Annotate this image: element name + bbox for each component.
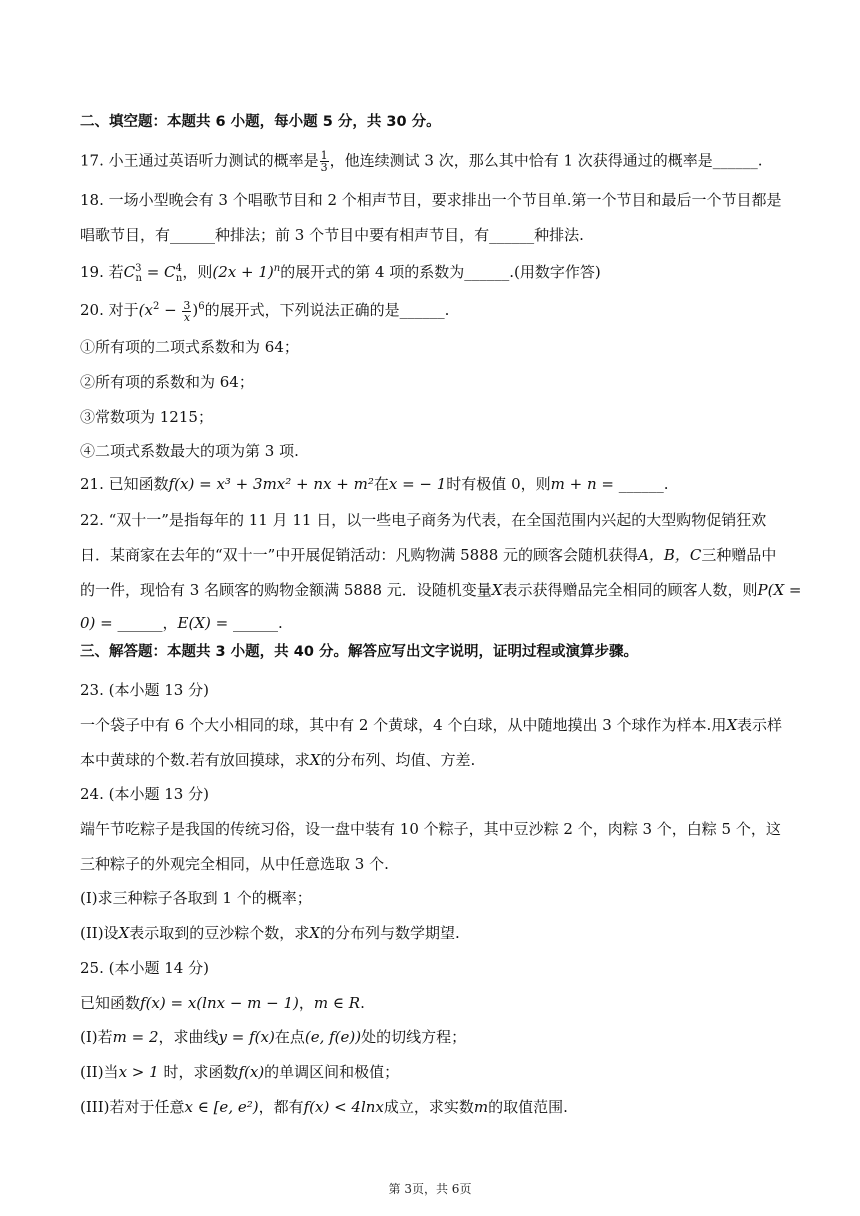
question-22-line-2: 日．某商家在去年的“双十一”中开展促销活动：凡购物满 5888 元的顾客会随机获得A，B，C三种赠品中 bbox=[80, 546, 777, 564]
question-20-option-3: ③常数项为 1215； bbox=[80, 408, 213, 426]
question-23-heading: 23. (本小题 13 分) bbox=[80, 681, 209, 699]
question-22-line-4: 0) = ______，E(X) = ______. bbox=[80, 614, 283, 632]
question-25-heading: 25. (本小题 14 分) bbox=[80, 959, 209, 977]
question-24-part-2: (II)设X表示取到的豆沙粽个数，求X的分布列与数学期望. bbox=[80, 924, 460, 942]
question-24-heading: 24. (本小题 13 分) bbox=[80, 785, 209, 803]
section-3-title: 三、解答题：本题共 3 小题，共 40 分。解答应写出文字说明，证明过程或演算步骤。 bbox=[80, 644, 638, 660]
question-24-part-1: (I)求三种粽子各取到 1 个的概率； bbox=[80, 889, 312, 907]
fraction: $\frac{1}{3}$ bbox=[320, 149, 328, 174]
fraction: $\frac{3}{x}$ bbox=[183, 298, 191, 324]
question-23-line-1: 一个袋子中有 6 个大小相同的球，其中有 2 个黄球，4 个白球，从中随地摸出 3 个球作为样本.用X表示样 bbox=[80, 716, 783, 734]
question-20-option-1: ①所有项的二项式系数和为 64； bbox=[80, 338, 299, 356]
question-25-line-1: 已知函数f(x) = x(lnx − m − 1)，m ∈ R. bbox=[80, 994, 365, 1012]
question-25-part-2: (II)当x > 1 时，求函数f(x)的单调区间和极值； bbox=[80, 1063, 400, 1081]
question-20-option-2: ②所有项的系数和为 64； bbox=[80, 373, 254, 391]
question-23-line-2: 本中黄球的个数.若有放回摸球，求X的分布列、均值、方差. bbox=[80, 751, 476, 769]
question-24-line-2: 三种粽子的外观完全相同，从中任意选取 3 个. bbox=[80, 855, 389, 873]
question-22-line-1: 22. “双十一”是指每年的 11 月 11 日，以一些电子商务为代表，在全国范围内兴起的大型购物促销狂欢 bbox=[80, 511, 767, 529]
section-2-title: 二、填空题：本题共 6 小题，每小题 5 分，共 30 分。 bbox=[80, 114, 441, 130]
question-20-option-4: ④二项式系数最大的项为第 3 项. bbox=[80, 442, 299, 460]
question-20: 20. 对于($x^2$ − $\frac{3}{x}$ )$^6$的展开式，下列说法正确的是______. bbox=[80, 298, 450, 324]
question-17: 17. 小王通过英语听力测试的概率是 $\frac{1}{3}$ ，他连续测试 3 次，那么其中恰有 1 次获得通过的概率是______. bbox=[80, 149, 763, 174]
question-19: 19. 若$C^3_n = C^4_n$，则$(2x + 1)^n$的展开式的第 4 项的系数为______.(用数字作答) bbox=[80, 263, 601, 284]
question-18-line-1: 18. 一场小型晚会有 3 个唱歌节目和 2 个相声节目，要求排出一个节目单.第一个节目和最后一个节目都是 bbox=[80, 191, 782, 209]
question-22-line-3: 的一件，现恰有 3 名顾客的购物金额满 5888 元．设随机变量X表示获得赠品完全相同的顾客人数，则P(X = bbox=[80, 581, 802, 599]
question-18-line-2: 唱歌节目，有______种排法；前 3 个节目中要有相声节目，有______种排法. bbox=[80, 226, 584, 244]
question-25-part-3: (III)若对于任意x ∈ [e, e²)，都有f(x) < 4lnx成立，求实数m的取值范围. bbox=[80, 1098, 568, 1116]
question-24-line-1: 端午节吃粽子是我国的传统习俗，设一盘中装有 10 个粽子，其中豆沙粽 2 个，肉粽 3 个，白粽 5 个，这 bbox=[80, 820, 781, 838]
question-21: 21. 已知函数f(x) = x³ + 3mx² + nx + m²在x = − 1时有极值 0，则m + n = ______. bbox=[80, 475, 669, 493]
question-25-part-1: (I)若m = 2，求曲线y = f(x)在点(e, f(e))处的切线方程； bbox=[80, 1028, 467, 1046]
page-footer: 第 3页，共 6页 bbox=[388, 1182, 472, 1196]
